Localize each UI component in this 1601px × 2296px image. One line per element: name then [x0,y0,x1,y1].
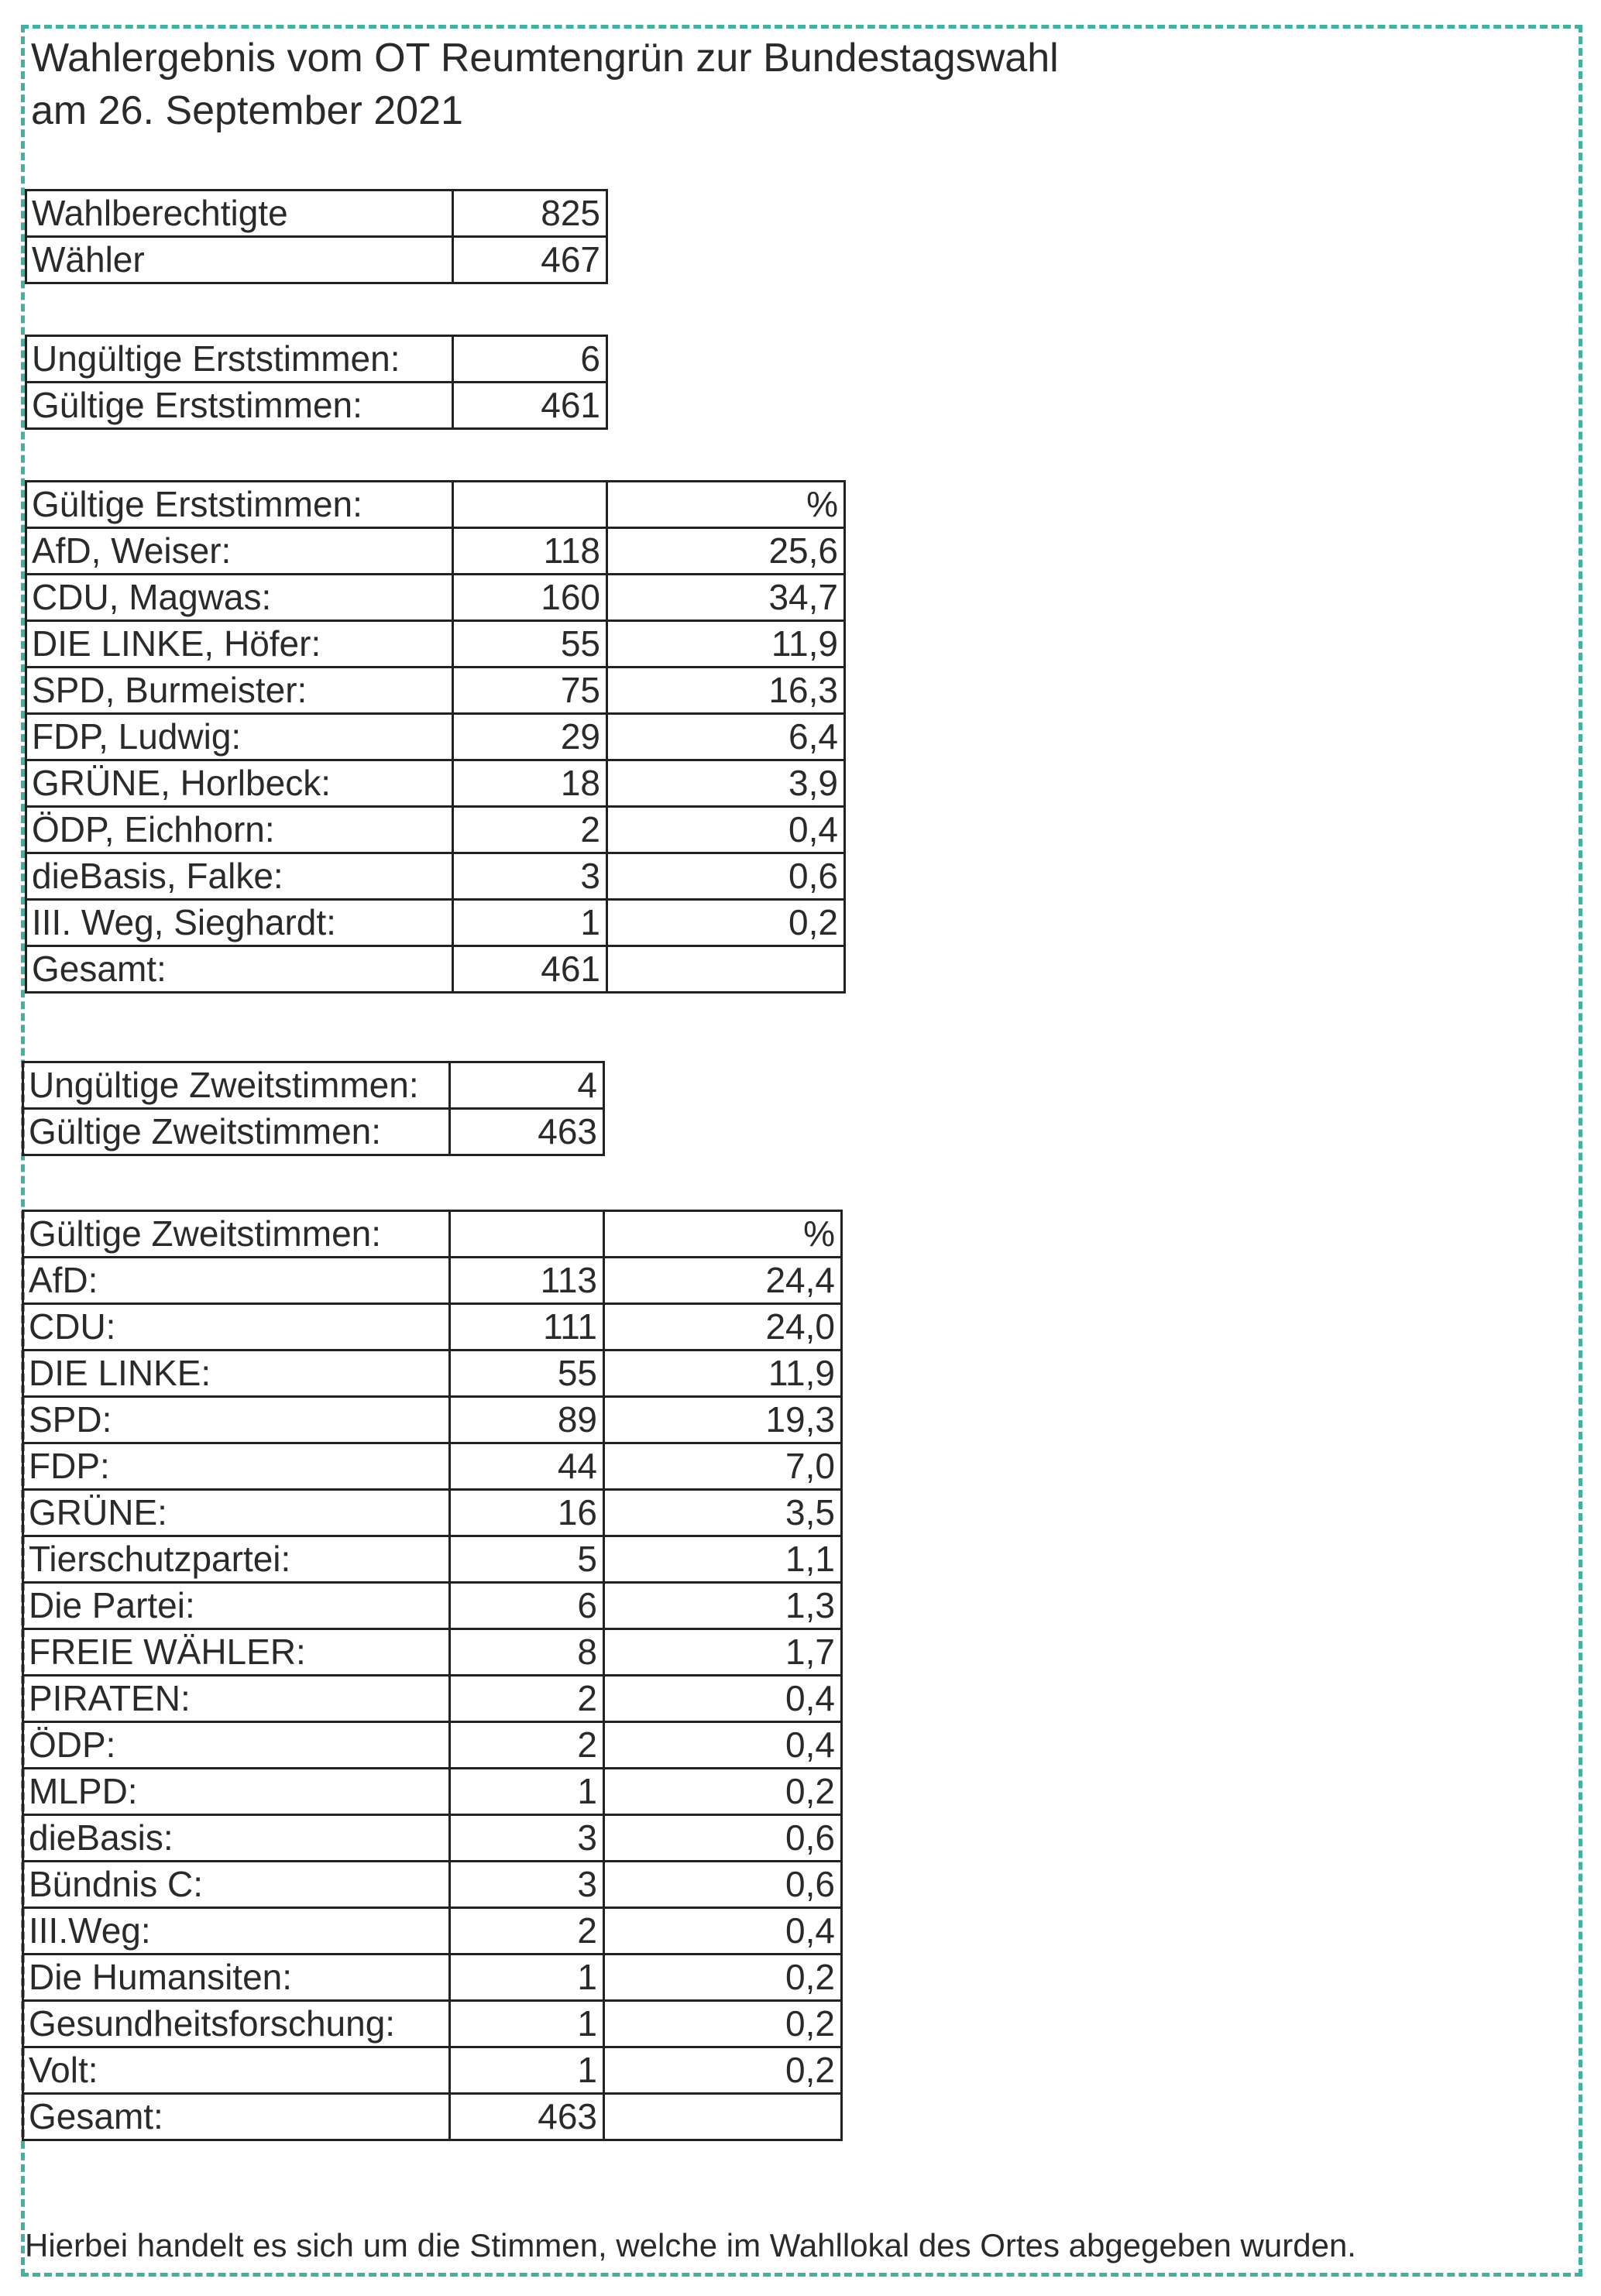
party-label: SPD, Burmeister: [26,668,453,714]
vote-percent: 6,4 [607,714,845,760]
vote-count: 1 [450,1955,604,2001]
table-row [23,1258,842,1304]
table-row [23,1490,842,1536]
erststimmen-validity-table [25,335,608,430]
party-label: GRÜNE, Horlbeck: [26,760,453,807]
party-label: III. Weg, Sieghardt: [26,900,453,946]
vote-count: 118 [453,528,607,575]
vote-count: 2 [453,807,607,853]
vote-percent: 11,9 [607,621,845,668]
table-total-row [26,946,845,993]
vote-percent: 24,0 [604,1304,842,1350]
vote-percent: 24,4 [604,1258,842,1304]
party-label: Gesundheitsforschung: [23,2001,450,2047]
vote-percent: 0,4 [604,1676,842,1722]
table-row [26,668,845,714]
vote-count: 1 [450,2047,604,2094]
vote-percent: 0,4 [604,1908,842,1955]
party-label: FDP, Ludwig: [26,714,453,760]
party-label: CDU: [23,1304,450,1350]
party-label: dieBasis, Falke: [26,853,453,900]
validity-value: 6 [453,336,607,383]
vote-percent: 0,4 [604,1722,842,1769]
table-row [23,1109,604,1155]
validity-value: 461 [453,383,607,429]
party-label: ÖDP: [23,1722,450,1769]
vote-count: 18 [453,760,607,807]
vote-percent: 25,6 [607,528,845,575]
table-row [26,807,845,853]
vote-count: 2 [450,1722,604,1769]
table-row [26,760,845,807]
total-votes: 461 [453,946,607,993]
vote-percent: 7,0 [604,1443,842,1490]
table-header-row [26,482,845,528]
validity-label: Gültige Zweitstimmen: [23,1109,450,1155]
table-row [26,336,607,383]
total-percent [607,946,845,993]
validity-label: Ungültige Erststimmen: [26,336,453,383]
total-label: Gesamt: [26,946,453,993]
vote-count: 55 [453,621,607,668]
total-percent [604,2094,842,2140]
document-title-line-1: Wahlergebnis vom OT Reumtengrün zur Bundestagswahl [31,36,1059,81]
vote-count: 3 [450,1815,604,1862]
party-label: AfD: [23,1258,450,1304]
party-label: MLPD: [23,1769,450,1815]
table-row [23,1722,842,1769]
table-row [26,383,607,429]
party-label: DIE LINKE, Höfer: [26,621,453,668]
vote-percent: 0,6 [604,1815,842,1862]
table-row [23,1062,604,1109]
table-row [23,1862,842,1908]
vote-count: 1 [450,1769,604,1815]
vote-percent: 1,1 [604,1536,842,1583]
vote-percent: 16,3 [607,668,845,714]
party-label: PIRATEN: [23,1676,450,1722]
validity-value: 4 [450,1062,604,1109]
total-label: Gesamt: [23,2094,450,2140]
vote-percent: 0,4 [607,807,845,853]
vote-count: 16 [450,1490,604,1536]
erststimmen-results-table [25,480,846,994]
vote-percent: 34,7 [607,575,845,621]
vote-percent: 19,3 [604,1397,842,1443]
header-label: Gültige Zweitstimmen: [23,1211,450,1258]
vote-count: 6 [450,1583,604,1629]
table-row [23,1536,842,1583]
zweitstimmen-validity-table [22,1061,605,1156]
party-label: III.Weg: [23,1908,450,1955]
summary-label: Wähler [26,237,453,283]
vote-percent: 3,9 [607,760,845,807]
party-label: Die Partei: [23,1583,450,1629]
vote-count: 29 [453,714,607,760]
header-votes [453,482,607,528]
party-label: Bündnis C: [23,1862,450,1908]
vote-count: 89 [450,1397,604,1443]
vote-percent: 0,2 [604,2047,842,2094]
total-votes: 463 [450,2094,604,2140]
party-label: FREIE WÄHLER: [23,1629,450,1676]
table-row [26,528,845,575]
table-row [23,1676,842,1722]
table-row [26,621,845,668]
vote-percent: 0,6 [607,853,845,900]
party-label: Volt: [23,2047,450,2094]
vote-count: 1 [453,900,607,946]
vote-count: 3 [453,853,607,900]
party-label: Tierschutzpartei: [23,1536,450,1583]
table-total-row [23,2094,842,2140]
table-row [23,1908,842,1955]
vote-percent: 11,9 [604,1350,842,1397]
table-row [23,1955,842,2001]
table-header-row [23,1211,842,1258]
vote-count: 75 [453,668,607,714]
table-row [23,1583,842,1629]
table-row [23,1304,842,1350]
voter-summary-table [25,189,608,284]
table-row [26,237,607,283]
table-row [23,1629,842,1676]
party-label: FDP: [23,1443,450,1490]
vote-count: 1 [450,2001,604,2047]
vote-count: 2 [450,1676,604,1722]
document-title-line-2: am 26. September 2021 [31,88,463,133]
summary-label: Wahlberechtigte [26,190,453,237]
party-label: SPD: [23,1397,450,1443]
vote-percent: 0,2 [604,2001,842,2047]
summary-value: 825 [453,190,607,237]
vote-percent: 0,2 [604,1769,842,1815]
validity-label: Ungültige Zweitstimmen: [23,1062,450,1109]
party-label: AfD, Weiser: [26,528,453,575]
table-row [23,2047,842,2094]
vote-percent: 1,3 [604,1583,842,1629]
table-row [23,1397,842,1443]
table-row [23,1350,842,1397]
vote-percent: 0,6 [604,1862,842,1908]
footnote: Hierbei handelt es sich um die Stimmen, welche im Wahllokal des Ortes abgegeben wurden. [25,2227,1356,2263]
party-label: CDU, Magwas: [26,575,453,621]
table-row [26,714,845,760]
vote-count: 113 [450,1258,604,1304]
vote-count: 160 [453,575,607,621]
vote-count: 111 [450,1304,604,1350]
vote-count: 44 [450,1443,604,1490]
table-row [23,1815,842,1862]
vote-count: 3 [450,1862,604,1908]
summary-value: 467 [453,237,607,283]
table-row [23,2001,842,2047]
table-row [26,900,845,946]
zweitstimmen-results-table [22,1210,843,2141]
party-label: ÖDP, Eichhorn: [26,807,453,853]
party-label: dieBasis: [23,1815,450,1862]
table-row [26,190,607,237]
header-percent: % [607,482,845,528]
validity-label: Gültige Erststimmen: [26,383,453,429]
vote-percent: 0,2 [607,900,845,946]
party-label: Die Humansiten: [23,1955,450,2001]
table-row [26,575,845,621]
header-percent: % [604,1211,842,1258]
table-row [26,853,845,900]
vote-count: 55 [450,1350,604,1397]
header-votes [450,1211,604,1258]
party-label: GRÜNE: [23,1490,450,1536]
vote-count: 8 [450,1629,604,1676]
header-label: Gültige Erststimmen: [26,482,453,528]
validity-value: 463 [450,1109,604,1155]
vote-percent: 3,5 [604,1490,842,1536]
vote-percent: 0,2 [604,1955,842,2001]
vote-count: 2 [450,1908,604,1955]
party-label: DIE LINKE: [23,1350,450,1397]
table-row [23,1769,842,1815]
vote-percent: 1,7 [604,1629,842,1676]
vote-count: 5 [450,1536,604,1583]
table-row [23,1443,842,1490]
